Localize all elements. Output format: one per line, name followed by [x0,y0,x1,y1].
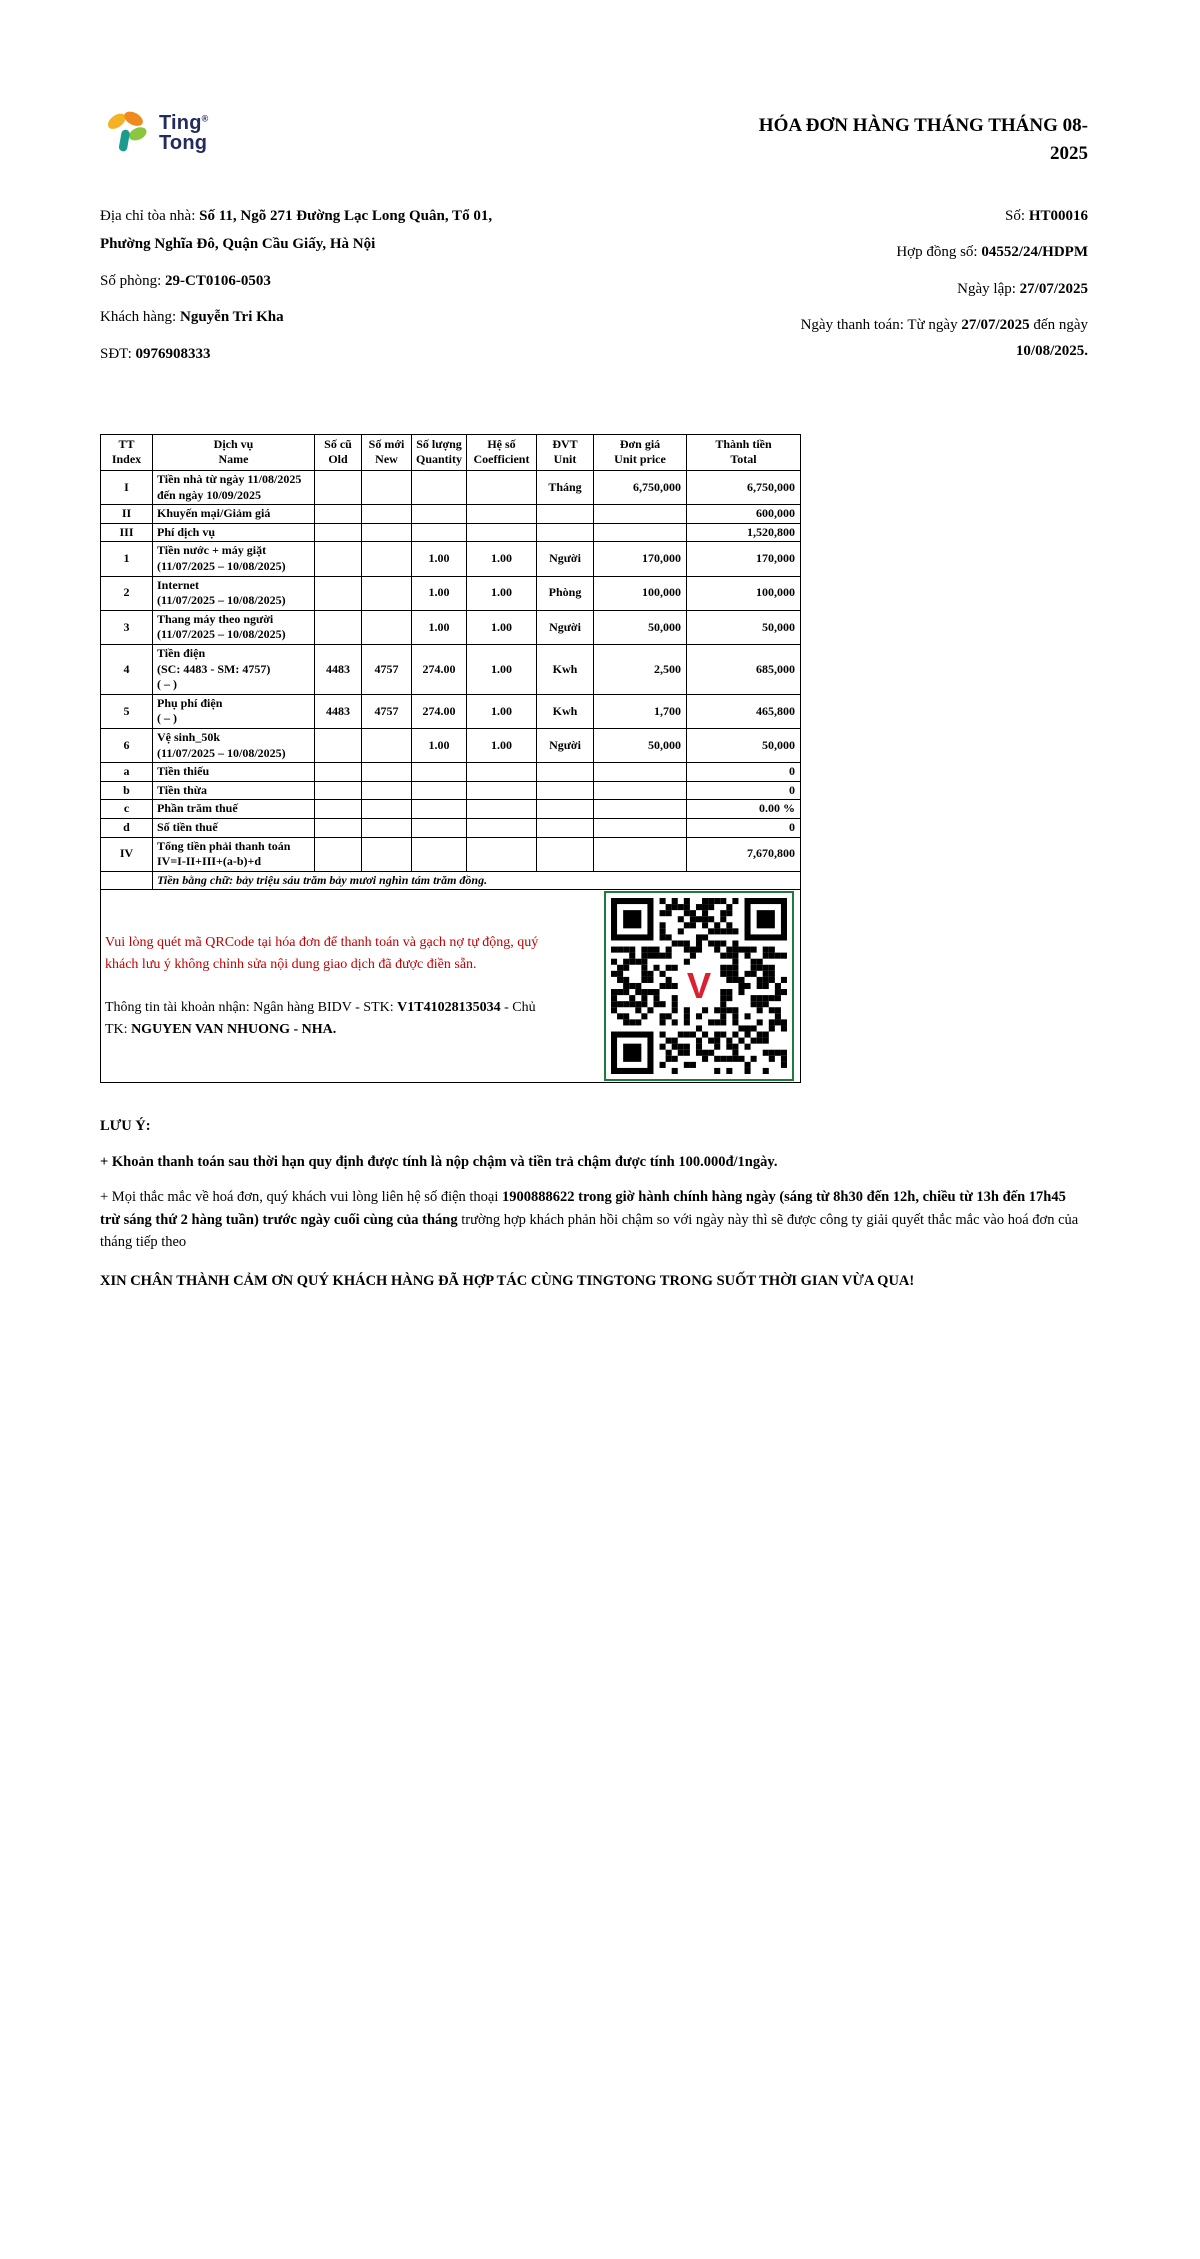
cell-price: 50,000 [594,610,687,644]
cell-qty: 1.00 [412,576,467,610]
cell-new [362,781,412,800]
cell-old [315,800,362,819]
customer-name-value: Nguyễn Tri Kha [179,309,284,326]
cell-price [594,763,687,782]
cell-price: 50,000 [594,728,687,762]
cell-tt: 4 [101,644,153,694]
invoice-info [100,203,1088,378]
building-address-line1: Số 11, Ngõ 271 Đường Lạc Long Quân, Tổ 01, [199,208,493,225]
cell-qty [412,800,467,819]
customer-phone-value: 0976908333 [135,346,211,363]
cell-new [362,610,412,644]
invoice-table [100,434,801,1083]
tingtong-flower-icon [100,106,152,160]
customer-name [100,304,530,332]
cell-qty: 1.00 [412,728,467,762]
building-address [100,203,530,259]
cell-unit [537,505,594,524]
qr-code [604,891,794,1081]
cell-coef [467,837,537,871]
cell-old: 4483 [315,694,362,728]
cell-unit [537,818,594,837]
invoice-number-value: HT00016 [1028,208,1088,225]
cell-unit: Phòng [537,576,594,610]
cell-price [594,837,687,871]
cell-unit: Người [537,728,594,762]
invoice-title-line2: 2025 [1050,142,1088,164]
cell-tt: 5 [101,694,153,728]
table-row [101,505,801,524]
qr-row [101,890,801,1083]
note-contact-seg4: trường hợp khách phản hồi chậm so với ngày này thì sẽ được công ty giải quyết thắc mắc vào hoá đơn của tháng tiếp theo [100,1211,1079,1251]
cell-name: Tiền nước + máy giặt (11/07/2025 – 10/08/2025) [153,542,315,576]
table-header-cell: Hệ số Coefficient [467,434,537,470]
cell-new [362,576,412,610]
cell-total: 600,000 [687,505,801,524]
brand-logo [100,106,209,160]
invoice-info-left [100,203,530,378]
table-header-cell: Số mới New [362,434,412,470]
contract-number-value: 04552/24/HDPM [981,244,1088,261]
cell-unit: Người [537,610,594,644]
cell-coef: 1.00 [467,728,537,762]
cell-total: 50,000 [687,610,801,644]
cell-total: 0 [687,781,801,800]
cell-old [315,728,362,762]
cell-qty: 1.00 [412,610,467,644]
invoice-number-label: Số: [1005,208,1029,225]
account-info [105,997,550,1040]
cell-qty [412,523,467,542]
cell-tt: II [101,505,153,524]
cell-total: 0 [687,818,801,837]
page-header [100,106,1088,167]
table-row [101,837,801,871]
customer-name-label: Khách hàng: [100,309,180,326]
cell-total: 100,000 [687,576,801,610]
cell-tt: 1 [101,542,153,576]
building-address-label: Địa chỉ tòa nhà: [100,208,200,225]
table-row [101,818,801,837]
cell-old [315,763,362,782]
cell-total: 6,750,000 [687,471,801,505]
cell-new [362,471,412,505]
cell-qty: 274.00 [412,694,467,728]
registered-mark: ® [201,112,209,123]
cell-coef [467,523,537,542]
invoice-title [468,112,1088,167]
cell-unit [537,800,594,819]
note-contact-seg1: + Mọi thắc mắc về hoá đơn, quý khách vui lòng liên hệ số điện thoại [100,1189,503,1206]
cell-unit [537,781,594,800]
cell-coef: 1.00 [467,542,537,576]
cell-coef: 1.00 [467,644,537,694]
cell-name: Thang máy theo người (11/07/2025 – 10/08/2025) [153,610,315,644]
cell-price: 100,000 [594,576,687,610]
table-row [101,542,801,576]
amount-in-words-value: bảy triệu sáu trăm bảy mươi nghìn tám trăm đồng. [236,872,488,887]
issue-date [588,276,1088,302]
cell-unit [537,763,594,782]
cell-name: Phụ phí điện ( – ) [153,694,315,728]
customer-phone-label: SĐT: [100,346,136,363]
qr-section-texts [105,932,550,1041]
cell-name: Tiền thừa [153,781,315,800]
thanks-message: XIN CHÂN THÀNH CẢM ƠN QUÝ KHÁCH HÀNG ĐÃ HỢP TÁC CÙNG TINGTONG TRONG SUỐT THỜI GIAN VỪA QUA! [100,1272,915,1289]
cell-coef [467,800,537,819]
cell-new [362,800,412,819]
table-row [101,644,801,694]
cell-old [315,576,362,610]
cell-tt: III [101,523,153,542]
note-contact-phone-hours: 1900888622 trong giờ hành chính hàng ngày (sáng từ 8h30 đến 12h, chiều từ 13h đến 17h45 trừ sáng thứ 2 hàng tuần) [100,1189,1066,1228]
cell-price [594,781,687,800]
cell-old [315,818,362,837]
cell-old: 4483 [315,644,362,694]
table-row [101,610,801,644]
amount-in-words-row [101,871,801,890]
cell-qty: 1.00 [412,542,467,576]
brand-name-top: Ting [159,111,202,134]
cell-qty [412,818,467,837]
contract-number [588,239,1088,265]
cell-coef: 1.00 [467,694,537,728]
cell-old [315,542,362,576]
invoice-table-head-row [101,434,801,470]
cell-qty [412,837,467,871]
table-header-cell: Dịch vụ Name [153,434,315,470]
cell-total: 50,000 [687,728,801,762]
table-row [101,471,801,505]
account-info-mid: - Chủ TK: [105,1000,536,1037]
cell-coef: 1.00 [467,610,537,644]
qr-payment-notice: Vui lòng quét mã QRCode tại hóa đơn để thanh toán và gạch nợ tự động, quý khách lưu ý không chỉnh sửa nội dung giao dịch đã được điền sẵn. [105,934,539,972]
cell-price [594,523,687,542]
cell-tt: 3 [101,610,153,644]
payment-period-label: Ngày thanh toán: Từ ngày [800,316,962,333]
amount-in-words-index-cell [101,871,153,890]
cell-tt: a [101,763,153,782]
cell-coef [467,781,537,800]
cell-new [362,818,412,837]
payment-period-to: 10/08/2025. [1015,343,1088,360]
payment-period-mid: đến ngày [1029,316,1088,333]
cell-name: Tiền thiếu [153,763,315,782]
cell-coef [467,818,537,837]
cell-unit: Kwh [537,694,594,728]
cell-old [315,505,362,524]
cell-price: 6,750,000 [594,471,687,505]
cell-coef [467,471,537,505]
cell-price [594,800,687,819]
table-row [101,728,801,762]
table-row [101,763,801,782]
invoice-title-line1: HÓA ĐƠN HÀNG THÁNG THÁNG 08- [758,115,1088,136]
cell-new [362,505,412,524]
cell-new: 4757 [362,644,412,694]
cell-unit: Người [537,542,594,576]
cell-new [362,837,412,871]
issue-date-value: 27/07/2025 [1019,280,1088,297]
cell-name: Tiền điện (SC: 4483 - SM: 4757) ( – ) [153,644,315,694]
payment-period [588,312,1088,365]
room-number-value: 29-CT0106-0503 [165,272,271,289]
cell-total: 0 [687,763,801,782]
cell-total: 0.00 % [687,800,801,819]
cell-name: Khuyến mại/Giảm giá [153,505,315,524]
table-row [101,576,801,610]
cell-tt: IV [101,837,153,871]
cell-new: 4757 [362,694,412,728]
cell-new [362,523,412,542]
qr-code-svg [611,898,787,1074]
svg-text:V: V [686,965,712,1007]
cell-name: Vệ sinh_50k (11/07/2025 – 10/08/2025) [153,728,315,762]
payment-period-from: 27/07/2025 [961,316,1030,333]
note-contact [100,1186,1088,1253]
cell-name: Tiền nhà từ ngày 11/08/2025 đến ngày 10/09/2025 [153,471,315,505]
cell-tt: I [101,471,153,505]
cell-qty [412,763,467,782]
cell-old [315,781,362,800]
cell-unit: Tháng [537,471,594,505]
cell-unit [537,523,594,542]
room-number [100,268,530,296]
cell-old [315,523,362,542]
issue-date-label: Ngày lập: [957,280,1020,297]
cell-total: 1,520,800 [687,523,801,542]
cell-total: 685,000 [687,644,801,694]
invoice-info-right [588,203,1088,378]
cell-unit [537,837,594,871]
cell-coef [467,505,537,524]
cell-name: Tổng tiền phải thanh toán IV=I-II+III+(a-b)+d [153,837,315,871]
notes-title: LƯU Ý: [100,1118,151,1135]
table-row [101,523,801,542]
cell-total: 7,670,800 [687,837,801,871]
cell-unit: Kwh [537,644,594,694]
amount-in-words [153,871,801,890]
cell-tt: c [101,800,153,819]
cell-qty: 274.00 [412,644,467,694]
cell-coef: 1.00 [467,576,537,610]
table-row [101,781,801,800]
cell-new [362,728,412,762]
cell-name: Phần trăm thuế [153,800,315,819]
room-number-label: Số phòng: [100,272,166,289]
cell-name: Phí dịch vụ [153,523,315,542]
table-header-cell: Số cũ Old [315,434,362,470]
cell-tt: 2 [101,576,153,610]
amount-in-words-label: Tiền bằng chữ: [157,872,237,887]
cell-old [315,610,362,644]
cell-price [594,505,687,524]
table-header-cell: ĐVT Unit [537,434,594,470]
cell-old [315,471,362,505]
cell-total: 170,000 [687,542,801,576]
qr-section [101,890,801,1083]
cell-tt: 6 [101,728,153,762]
cell-price: 1,700 [594,694,687,728]
cell-qty [412,505,467,524]
account-info-prefix: Thông tin tài khoản nhận: Ngân hàng BIDV - STK: [105,1000,398,1016]
table-row [101,694,801,728]
invoice-table-body [101,471,801,872]
account-holder: NGUYEN VAN NHUONG - NHA. [131,1021,337,1037]
customer-phone [100,341,530,369]
table-header-cell: TT Index [101,434,153,470]
cell-name: Internet (11/07/2025 – 10/08/2025) [153,576,315,610]
cell-price: 2,500 [594,644,687,694]
brand-wordmark [159,113,209,154]
cell-new [362,763,412,782]
cell-tt: d [101,818,153,837]
table-header-cell: Thành tiền Total [687,434,801,470]
account-number: V1T41028135034 [397,1000,501,1016]
cell-name: Số tiền thuế [153,818,315,837]
cell-price: 170,000 [594,542,687,576]
table-row [101,800,801,819]
cell-qty [412,781,467,800]
note-contact-deadline: trước ngày cuối cùng của tháng [258,1211,462,1228]
table-header-cell: Đơn giá Unit price [594,434,687,470]
building-address-line2: Phường Nghĩa Đô, Quận Cầu Giấy, Hà Nội [100,235,376,252]
brand-name-bottom: Tong [159,132,208,154]
cell-new [362,542,412,576]
cell-tt: b [101,781,153,800]
cell-qty [412,471,467,505]
footer-notes [100,1115,1088,1292]
table-header-cell: Số lượng Quantity [412,434,467,470]
cell-coef [467,763,537,782]
invoice-number [588,203,1088,229]
cell-total: 465,800 [687,694,801,728]
contract-number-label: Hợp đồng số: [896,244,982,261]
note-late-payment: + Khoản thanh toán sau thời hạn quy định được tính là nộp chậm và tiền trả chậm được tính 100.000đ/1ngày. [100,1153,778,1170]
cell-price [594,818,687,837]
cell-old [315,837,362,871]
